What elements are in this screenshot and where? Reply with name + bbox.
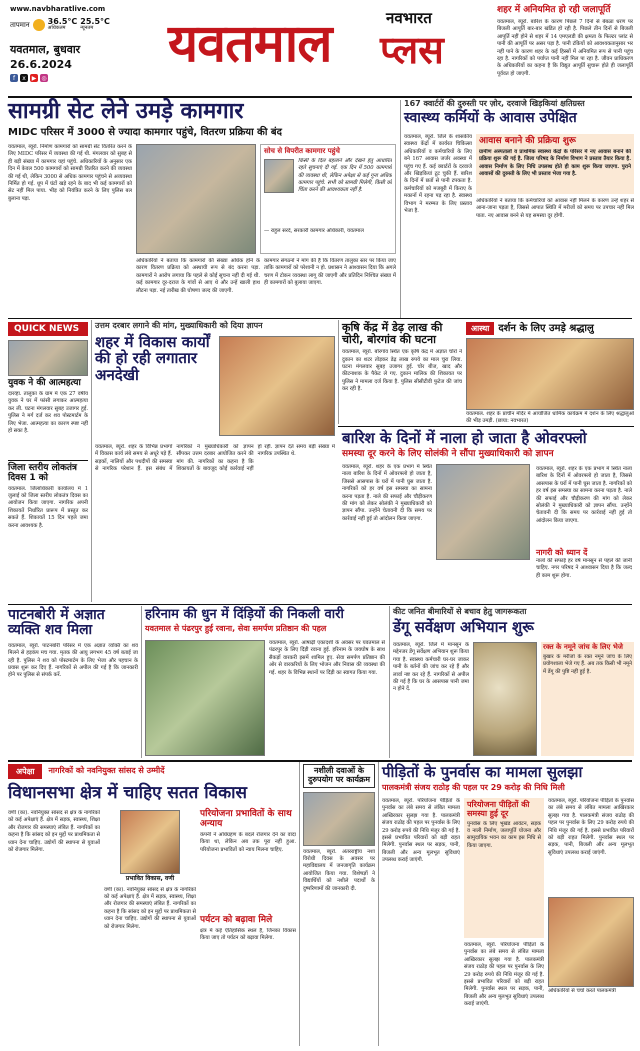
aastha-headline: दर्शन के लिए उमड़े श्रद्धालु <box>498 323 594 334</box>
lead-body-3: कामगार संगठनों ने मांग की है कि वितरण तालुका स्तर पर किया जाए ताकि कामगारों को परेशानी न हो. प्रशासन ने आश्वासन दिया कि अगले चरण में टोकन व्यवस्था लागू की जाएगी और प्रतिदिन निश्चित संख्या में ही कामगारों को बुलाया जाएगा. <box>264 258 396 287</box>
dengue-body: यवतमाल, ब्यूरो. जिले में मानसून के मद्देनजर डेंगू सर्वेक्षण अभियान शुरू किया गया है. स्वास्थ्य कर्मचारी घर-घर जाकर पानी के बर्तनों की जांच कर रहे हैं और लार्वा नष्ट कर रहे हैं. नागरिकों से अपील की गई है कि घर के आसपास पानी जमा न होने दें. <box>393 642 469 693</box>
quick-news <box>8 322 88 602</box>
person-photo <box>120 810 180 874</box>
aastha-photo <box>466 338 634 410</box>
edition-date: 26.6.2024 <box>10 58 72 71</box>
rehab-story <box>382 764 634 1046</box>
flood-box <box>534 464 634 602</box>
harinam-headline: हरिनाम की धुन में दिंड़ियों की निकली वारी <box>145 607 344 622</box>
body-found-body: यवतमाल, ब्यूरो. पाटनबोरी परिसर में एक अज्ञात व्यक्ति का शव मिलने से हड़कंप मच गया. मृतक की आयु लगभग 45 वर्ष बताई जा रही है. पुलिस ने शव को पोस्टमार्टम के लिए भेजा और पहचान के प्रयास शुरू कर दिए हैं. नागरिकों से अपील की गई है कि जानकारी होने पर पुलिस से संपर्क करें. <box>8 642 138 679</box>
facebook-icon[interactable]: f <box>10 74 18 82</box>
health-story <box>404 100 634 316</box>
body-found-headline: पाटनबोरी में अज्ञात व्यक्ति शव मिला <box>8 607 105 639</box>
flood-story <box>342 430 634 602</box>
quick-item-title: युवक ने की आत्महत्या <box>8 378 81 388</box>
body-found-story <box>8 608 138 758</box>
person-name: प्रभावित विकास, वणी <box>125 875 175 882</box>
x-icon[interactable]: x <box>20 74 28 82</box>
quote-by: — राहुल सरदे, सरकारी कामगार अधिकारी, यवतमाल <box>264 227 364 234</box>
quick-news-label: QUICK NEWS <box>8 322 88 336</box>
harinam-body: यवतमाल, ब्यूरो. आषाढ़ी एकादशी के अवसर पर यवतमाल से पंढरपुर के लिए दिंड़ी रवाना हुई. हरिनाम के जयघोष के साथ सैकड़ों वारकरी इसमें शामिल हुए. सेवा समर्पण प्रतिष्ठान की ओर से वारकरियों के लिए भोजन और निवास की व्यवस्था की गई. शहर के विभिन्न स्थानों पर दिंड़ी का स्वागत किया गया. <box>269 640 385 676</box>
dengue-kicker: कीट जनित बीमारियों से बचाव हेतु जागरूकता <box>393 607 527 616</box>
temp-max-label: अधिकतम <box>47 25 66 31</box>
rehab-body-3: यवतमाल, ब्यूरो. परियोजना पीड़ितों के पुनर्वास का लंबे समय से लंबित मामला आखिरकार सुलझ गया है. पालकमंत्री संजय राठोड़ की पहल पर पुनर्वास के लिए 29 करोड़ रुपये की निधि मंजूर की गई है. इससे प्रभावित परिवारों को बड़ी राहत मिलेगी. पुनर्वास स्थल पर सड़क, पानी, बिजली और अन्य मूलभूत सुविधाएं उपलब्ध कराई जाएंगी. <box>548 798 634 856</box>
quote-title: सोच से विपरीत कामगार पहुंचे <box>264 147 340 155</box>
development-body: यवतमाल, ब्यूरो. शहर के विभिन्न प्रभागों में विकास कार्य लंबे समय से अधूरे पड़े हैं. सड़कों, नालियों और पथदीपों की समस्या से नागरिक परेशान हैं. इस संबंध में नागरिकों ने मुख्याधिकारी को ज्ञापन सौंपकर उत्तम दरबार आयोजित करने की मांग की. नागरिकों का कहना है कि शिकायतों के बावजूद कोई कार्रवाई नहीं हो रही. ज्ञापन देते समय बड़ी संख्या में नागरिक उपस्थित थे. <box>95 444 335 473</box>
health-box <box>476 134 634 194</box>
weather <box>10 18 110 32</box>
col2-body: कंपनी ने अधिग्रहण के बदले रोजगार देने का वादा किया था, लेकिन अब तक पूरा नहीं हुआ. परियोजना प्रभावितों को न्याय मिलना चाहिए. <box>200 831 296 853</box>
dengue-box-body: बुखार के मरीजों के रक्त नमूने जांच के लिए प्रयोगशाला भेजे गए हैं. अब तक किसी भी नमूने में डेंगू की पुष्टि नहीं हुई है. <box>543 653 632 675</box>
lead-body-2: अधिकारियों ने बताया कि कामगारों की संख्या अधिक होने के कारण वितरण प्रक्रिया को अस्थायी रूप से बंद करना पड़ा. कामगारों ने आरोप लगाया कि पहले से कोई सूचना नहीं दी गई थी. कई कामगार दूर-दराज के गांवों से आए थे और उन्हें खाली हाथ लौटना पड़ा. नई तारीख की घोषणा जल्द की जाएगी. <box>136 258 260 294</box>
title-main: यवतमाल <box>168 14 332 74</box>
masthead <box>0 0 640 96</box>
flood-headline: बारिश के दिनों में नाला हो जाता है ओवरफ्लो <box>342 429 587 447</box>
quick-item-title: जिला स्तरीय लोकतंत्र दिवस 1 को <box>8 462 78 483</box>
harinam-story <box>145 608 385 758</box>
harinam-subhead: यवतमाल से पंढरपुर हुई रवाना, सेवा समर्पण प्रतिष्ठान की पहल <box>145 624 327 634</box>
masthead-title <box>168 2 468 90</box>
expectation-body-2: वणी (का). नवनियुक्त सांसद से क्षेत्र के नागरिकों को कई अपेक्षाएं हैं. क्षेत्र में सड़क, स्वास्थ्य, शिक्षा और रोजगार की समस्याएं लंबित हैं. नागरिकों का कहना है कि सांसद को इन मुद्दों पर प्राथमिकता से ध्यान देना चाहिए. उद्योगों की स्थापना से युवाओं को रोजगार मिलेगा. <box>104 886 196 930</box>
social-icons <box>10 74 50 82</box>
harinam-photo <box>145 640 265 756</box>
mp-expectation-story <box>8 764 296 1046</box>
lead-body-1: यवतमाल, ब्यूरो. निर्माण कामगारों को सामग्री सेट वितरित करने के लिए MIDC परिसर में व्यवस्था की गई थी. मंगलवार को सुबह से ही बड़ी संख्या में कामगार यहां पहुंचे. अधिकारियों के अनुसार एक दिन में केवल 500 कामगारों को सामग्री वितरित करने की व्यवस्था की गई थी, लेकिन 3000 से अधिक कामगार पहुंचने से अव्यवस्था निर्मित हो गई. धूप में घंटों खड़े रहने के बाद भी कई कामगारों को सेट नहीं मिल पाया. भीड़ को नियंत्रित करने के लिए पुलिस बल बुलाना पड़ा. <box>8 144 132 202</box>
top-right-headline: शहर में अनियमित हो रही जलापूर्ति <box>497 5 611 15</box>
quick-item-body: दारव्हा. तालुका के ग्राम में एक 27 वर्षीय युवक ने घर में फांसी लगाकर आत्महत्या कर ली. घटना मंगलवार सुबह उजागर हुई. पुलिस ने मर्ग दर्ज कर शव पोस्टमार्टम के लिए भेजा. आत्महत्या का कारण स्पष्ट नहीं हो सका है. <box>8 390 88 434</box>
sun-icon <box>33 19 45 31</box>
rehab-box-title: परियोजना पीड़ितों की समस्या हुई दूर <box>467 800 530 818</box>
rehab-body-2: यवतमाल, ब्यूरो. परियोजना पीड़ितों के पुनर्वास का लंबे समय से लंबित मामला आखिरकार सुलझ गया है. पालकमंत्री संजय राठोड़ की पहल पर पुनर्वास के लिए 29 करोड़ रुपये की निधि मंजूर की गई है. इससे प्रभावित परिवारों को बड़ी राहत मिलेगी. पुनर्वास स्थल पर सड़क, पानी, बिजली और अन्य मूलभूत सुविधाएं उपलब्ध कराई जाएंगी. <box>464 942 544 1008</box>
development-headline: शहर में विकास कार्यों की हो रही लगातार अनदेखी <box>95 332 210 384</box>
drug-photo <box>303 792 375 846</box>
expectation-headline: विधानसभा क्षेत्र में चाहिए सतत विकास <box>8 783 248 803</box>
top-right-story <box>497 6 633 92</box>
quick-photo-hand <box>8 340 88 376</box>
minister-caption: अधिकारियों से चर्चा करते पालकमंत्री <box>548 988 616 994</box>
top-right-body: यवतमाल, ब्यूरो. बारिश के कारण पिछले 7 दिनों से बेंबळा धरण पर बिजली आपूर्ति बार-बार खंडित हो रही है. पिछले तीन दिनों से बिजली आपूर्ति नहीं होने से शहर में 14 एमएलडी की क्षमता के फिल्टर प्लांट से पानी की आपूर्ति पर असर पड़ा है. पानी टंकियों को आवश्यकतानुसार भर नहीं पाने के कारण शहर के कई हिस्सों में अनियमित रूप से पानी पहुंच रहा है. नागरिकों को पर्याप्त पानी नहीं मिल पा रहा है. जीवन प्राधिकरण के अधिकारियों का कहना है कि विद्युत आपूर्ति सुचारू होते ही जलापूर्ति पूर्ववत हो जाएगी. <box>497 18 633 77</box>
rehab-box <box>464 798 544 938</box>
health-kicker: 167 क्वार्टरों की दुरुस्ती पर ज़ोर, दरवाजे खिड़कियां क्षतिग्रस्त <box>404 99 585 108</box>
health-body: यवतमाल, ब्यूरो. जिले के शासकीय स्वास्थ्य केंद्रों में कार्यरत चिकित्सा अधिकारियों व कर्मचारियों के लिए बने 167 आवास जर्जर अवस्था में पहुंच गए हैं. कई क्वार्टरों के दरवाजे और खिड़कियां टूट चुकी हैं. बारिश के दिनों में छतों से पानी टपकता है. कर्मचारियों को मजबूरी में किराए के मकानों में रहना पड़ रहा है. स्वास्थ्य विभाग ने मरम्मत के लिए प्रस्ताव भेजा है. <box>404 134 472 215</box>
flood-body: यवतमाल, ब्यूरो. शहर के एक प्रभाग में स्थित नाला बारिश के दिनों में ओवरफ्लो हो जाता है, जिससे आसपास के घरों में पानी घुस जाता है. नागरिकों को हर वर्ष इस समस्या का सामना करना पड़ता है. नाले की सफाई और चौड़ीकरण की मांग को लेकर सोलंकी ने मुख्याधिकारी को ज्ञापन सौंपा. उन्होंने चेतावनी दी कि समय पर कार्रवाई नहीं हुई तो आंदोलन किया जाएगा. <box>342 464 432 522</box>
development-kicker: उत्तम दरबार लगाने की मांग, मुख्याधिकारी को दिया ज्ञापन <box>95 321 263 330</box>
dengue-box <box>541 642 634 756</box>
health-body-2: अधिकारियों ने बताया कि कर्मचारियों को आवास नहीं मिलने के कारण उन्हें शहर से आना-जाना पड़ता है, जिससे आपात स्थिति में मरीजों को समय पर उपचार नहीं मिल पाता. नए आवास बनने से यह समस्या दूर होगी. <box>476 198 634 219</box>
health-box-title: आवास बनाने की प्रक्रिया शुरू <box>479 136 576 146</box>
site-url[interactable]: www.navbharatlive.com <box>10 5 106 13</box>
col3-title: पर्यटन को बढ़ावा मिले <box>200 914 273 925</box>
aastha-caption: यवतमाल. शहर के प्राचीन मंदिर में आयोजित धार्मिक कार्यक्रम में दर्शन के लिए श्रद्धालुओं की भीड़ उमड़ी. (छाया: नवभारत) <box>466 411 634 425</box>
lead-quote-box <box>260 144 396 254</box>
rehab-headline: पीड़ितों के पुनर्वास का मामला सुलझा <box>382 763 583 781</box>
expectation-tag: अपेक्षा <box>8 764 42 779</box>
temp-min-label: न्यूनतम <box>80 25 94 31</box>
temp-min: 25.5°C <box>80 17 110 26</box>
youtube-icon[interactable]: ▶ <box>31 74 37 82</box>
quote-photo <box>264 159 294 193</box>
expectation-body: वणी (का). नवनियुक्त सांसद से क्षेत्र के नागरिकों को कई अपेक्षाएं हैं. क्षेत्र में सड़क, स्वास्थ्य, शिक्षा और रोजगार की समस्याएं लंबित हैं. नागरिकों का कहना है कि सांसद को इन मुद्दों पर प्राथमिकता से ध्यान देना चाहिए. उद्योगों की स्थापना से युवाओं को रोजगार मिलेगा. <box>8 810 100 854</box>
flood-box-body: नालों की सफाई हर वर्ष मानसून से पहले की जानी चाहिए. नगर परिषद ने आश्वासन दिया है कि जल्द ही काम शुरू होगा. <box>536 557 632 579</box>
title-brand: नवभारत <box>386 9 432 27</box>
theft-body: यवतमाल, ब्यूरो. बोरगांव स्थित एक कृषि केंद्र में अज्ञात चोरों ने दुकान का शटर तोड़कर डेढ़ लाख रुपये का माल चुरा लिया. घटना मंगलवार सुबह उजागर हुई. चोर बीज, खाद और कीटनाशक के पैकेट ले गए. दुकान मालिक की शिकायत पर पुलिस ने मामला दर्ज किया है. पुलिस सीसीटीवी फुटेज की जांच कर रही है. <box>342 349 462 393</box>
quick-item-body: यवतमाल. जिलाधिकारी कार्यालय में 1 जुलाई को जिला स्तरीय लोकतंत्र दिवस का आयोजन किया जाएगा. नागरिक अपनी शिकायतें निर्धारित प्रारूप में प्रस्तुत कर सकते हैं. शिकायतें 15 दिन पहले जमा करना आवश्यक है. <box>8 485 88 529</box>
aastha-tag: आस्था <box>466 322 494 335</box>
rehab-body: यवतमाल, ब्यूरो. परियोजना पीड़ितों के पुनर्वास का लंबे समय से लंबित मामला आखिरकार सुलझ गया है. पालकमंत्री संजय राठोड़ की पहल पर पुनर्वास के लिए 29 करोड़ रुपये की निधि मंजूर की गई है. इससे प्रभावित परिवारों को बड़ी राहत मिलेगी. पुनर्वास स्थल पर सड़क, पानी, बिजली और अन्य मूलभूत सुविधाएं उपलब्ध कराई जाएंगी. <box>382 798 460 864</box>
health-headline: स्वास्थ्य कर्मियों के आवास उपेक्षित <box>404 109 577 126</box>
lead-headline: सामग्री सेट लेने उमड़े कामगार <box>8 99 244 124</box>
theft-story <box>342 322 462 422</box>
instagram-icon[interactable]: ◎ <box>41 74 47 82</box>
dengue-photo-mosquito <box>473 642 537 756</box>
dengue-story <box>393 608 634 758</box>
col3-body: क्षेत्र में कई ऐतिहासिक स्थल हैं, जिनका विकास किया जाए तो पर्यटन को बढ़ावा मिलेगा. <box>200 927 296 942</box>
dengue-box-title: रक्त के नमूने जांच के लिए भेजे <box>543 643 623 651</box>
flood-photo <box>436 464 530 560</box>
development-story <box>95 322 335 442</box>
city-day: यवतमाल, बुधवार <box>10 43 81 56</box>
weather-label: तापमान <box>10 20 30 29</box>
development-photo <box>219 336 335 436</box>
dengue-headline: डेंगू सर्वेक्षण अभियान शुरू <box>393 617 534 636</box>
col2-title: परियोजना प्रभावितों के साथ अन्याय <box>200 809 292 829</box>
rehab-subhead: पालकमंत्री संजय राठोड़ की पहल पर 29 करोड़ की निधि मिली <box>382 782 565 792</box>
theft-headline: कृषि केंद्र में डेढ़ लाख की चोरी, बोरगांव की घटना <box>342 321 443 347</box>
minister-photo <box>548 897 634 987</box>
health-box-body: ग्रामीण अस्पतालों व प्राथमिक स्वास्थ्य केंद्रों के परिसर में नए आवास बनाने की प्रक्रिया शुरू की गई है. जिला परिषद के निर्माण विभाग ने प्रस्ताव तैयार किया है. आवास निर्माण के लिए निधि उपलब्ध होते ही काम शुरू किया जाएगा. पुराने आवासों की दुरुस्ती के लिए भी प्रस्ताव भेजा गया है. <box>479 148 631 178</box>
title-plus: प्लस <box>380 28 444 72</box>
flood-box-title: नागरी को ध्यान दें <box>536 548 588 557</box>
masthead-rule <box>8 96 632 98</box>
drug-story <box>303 764 375 1046</box>
flood-body-more: यवतमाल, ब्यूरो. शहर के एक प्रभाग में स्थित नाला बारिश के दिनों में ओवरफ्लो हो जाता है, जिससे आसपास के घरों में पानी घुस जाता है. नागरिकों को हर वर्ष इस समस्या का सामना करना पड़ता है. नाले की सफाई और चौड़ीकरण की मांग को लेकर सोलंकी ने मुख्याधिकारी को ज्ञापन सौंपा. उन्होंने चेतावनी दी कि समय पर कार्रवाई नहीं हुई तो आंदोलन किया जाएगा. <box>536 466 632 524</box>
lead-story <box>8 100 396 316</box>
expectation-kicker: नागरिकों को नवनियुक्त सांसद से उम्मीदें <box>48 766 165 776</box>
drug-body: यवतमाल, ब्यूरो. अंतरराष्ट्रीय नशा विरोधी दिवस के अवसर पर महाविद्यालय में जनजागृति कार्यक्रम आयोजित किया गया. विशेषज्ञों ने विद्यार्थियों को नशीले पदार्थों के दुष्परिणामों की जानकारी दी. <box>303 848 375 892</box>
flood-subhead: समस्या दूर करने के लिए सोलंकी ने सौंपा मुख्याधिकारी को ज्ञापन <box>342 448 554 459</box>
lead-subhead: MIDC परिसर में 3000 से ज्यादा कामगार पहुंचे, वितरण प्रक्रिया की बंद <box>8 127 282 139</box>
rehab-box-body: पुनर्वास के लिए भूखंड आवंटन, सड़क व नाली निर्माण, जलापूर्ति योजना और सामुदायिक भवन का काम इस निधि से किया जाएगा. <box>467 820 541 849</box>
lead-photo-crowd <box>136 144 256 254</box>
drug-kicker: नशीली दवाओं के दुरुपयोग पर कार्यक्रम <box>303 764 375 788</box>
temp-max: 36.5°C <box>47 17 78 26</box>
aastha-story <box>466 322 634 424</box>
quote-body: किसी के दिल बहलाने और देखने हेतु आधारित रहते सूचनाएं दी गई. एक दिन में 500 कामगारों की व्यवस्था थी, लेकिन अपेक्षा से कई गुना अधिक कामगार पहुंचे. सभी को सामग्री मिलेगी, किसी को चिंता करने की आवश्यकता नहीं है. <box>298 157 392 194</box>
